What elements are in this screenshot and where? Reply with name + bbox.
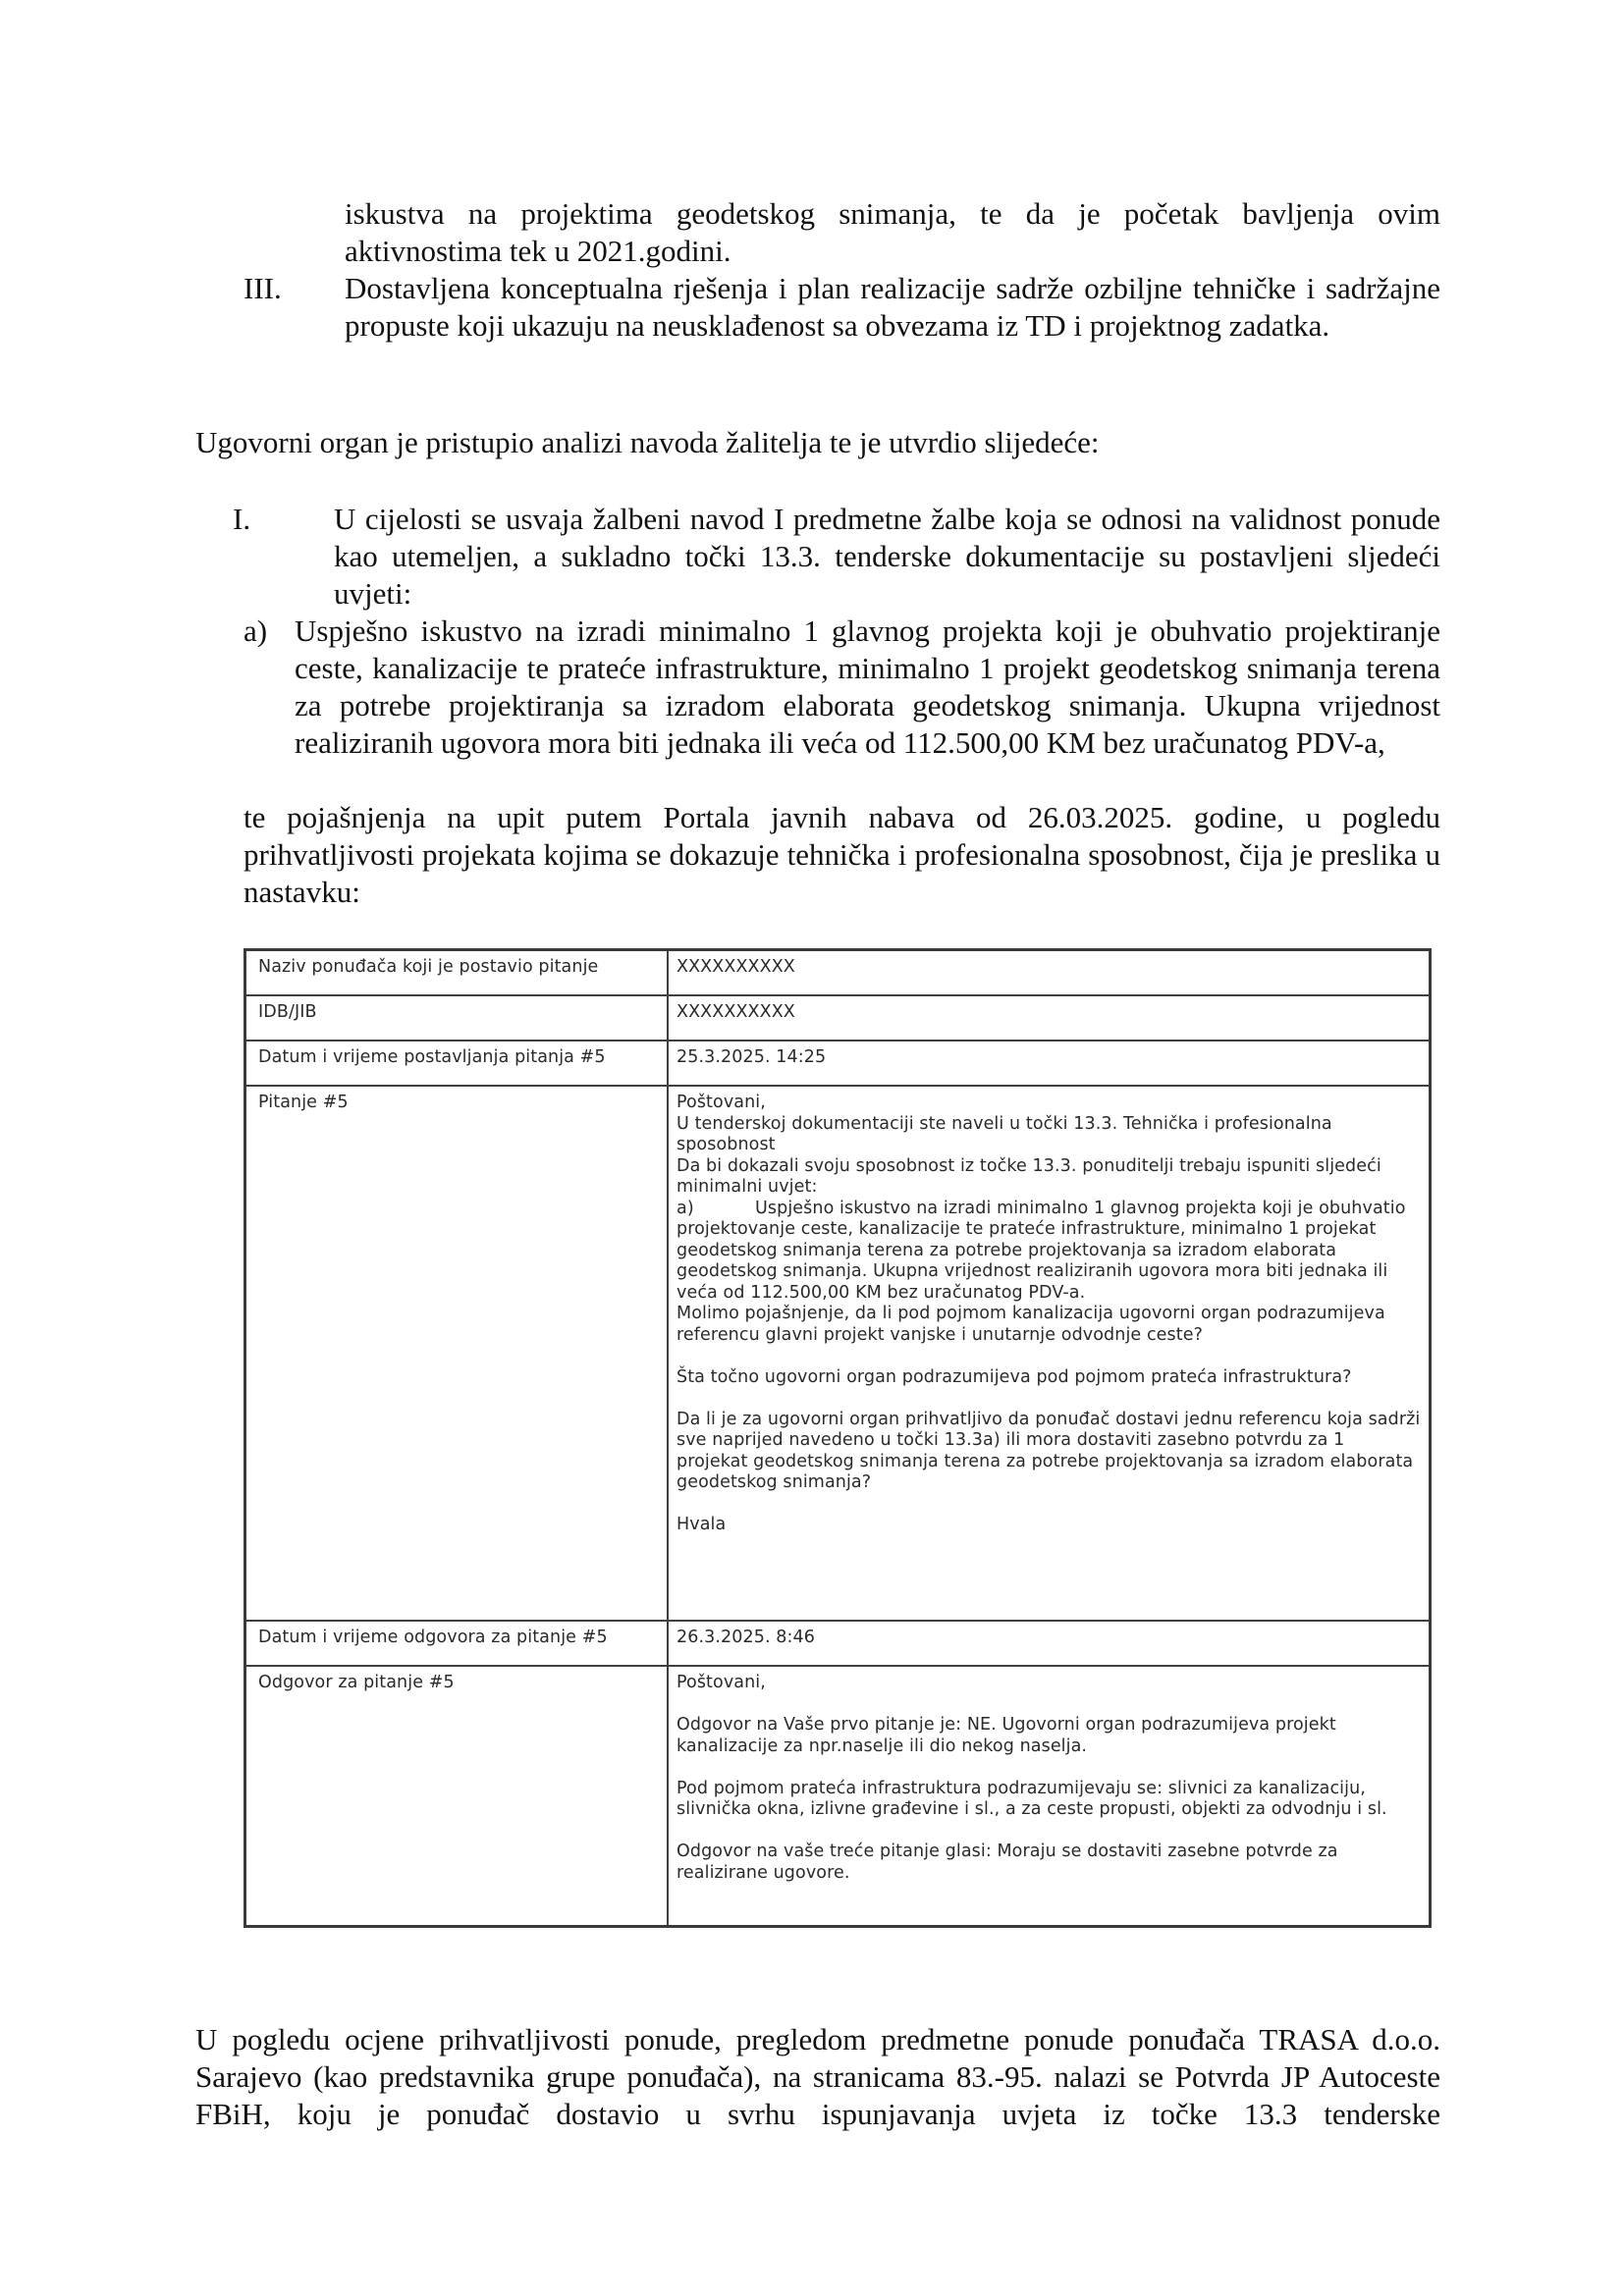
answer-datetime-value: 26.3.2025. 8:46 [668,1621,1431,1666]
question-label: Pitanje #5 [245,1086,669,1621]
intro-continuation-paragraph: iskustva na projektima geodetskog snimanja, te da je početak bavljenja ovim aktivnostima tek u 2021.godini. [345,196,1440,268]
question-datetime-value: 25.3.2025. 14:25 [668,1041,1431,1086]
question-p4: Šta točno ugovorni organ podrazumijeva pod pojmom prateća infrastruktura? [677,1366,1352,1387]
table-row [245,995,1431,1041]
finding-I-marker: I. [233,502,251,536]
question-greeting: Poštovani, [677,1093,766,1112]
table-row [245,1621,1431,1666]
answer-greeting: Poštovani, [677,1673,766,1693]
answer-label: Odgovor za pitanje #5 [245,1666,669,1926]
question-closing: Hvala [677,1515,727,1534]
question-item-marker: a) [677,1198,694,1218]
table-row [245,1666,1431,1926]
idb-value: XXXXXXXXXX [668,995,1431,1041]
bidder-label: Naziv ponuđača koji je postavio pitanje [245,950,669,996]
analysis-intro-paragraph: Ugovorni organ je pristupio analizi navoda žalitelja te je utvrdio slijedeće: [195,425,1100,459]
question-content [668,1086,1431,1621]
question-p2: Da bi dokazali svoju sposobnost iz točke 13.3. ponuditelji trebaju ispuniti sljedeći minimalni uvjet: [677,1155,1381,1197]
question-p1: U tenderskoj dokumentaciji ste naveli u točki 13.3. Tehnička i profesionalna sposobnost [677,1113,1332,1154]
point-III-paragraph: Dostavljena konceptualna rješenja i plan realizacije sadrže ozbiljne tehničke i sadržajne propuste koji ukazuju na neusklađenost sa obvezama iz TD i projektnog zadatka. [345,271,1440,343]
table-row [245,950,1431,996]
bidder-value: XXXXXXXXXX [668,950,1431,996]
question-p5: Da li je za ugovorni organ prihvatljivo da ponuđač dostavi jednu referencu koja sadrži sve naprijed navedeno u točki 13.3a) ili mora dostaviti zasebno potvrdu za 1 projekat geodetskog snimanja terena za potrebe projektovanja sa izradom elaborata geodetskog snimanja? [677,1409,1421,1492]
answer-p2: Pod pojmom prateća infrastruktura podrazumijevaju se: slivnici za kanalizaciju, slivnička okna, izlivne građevine i sl., a za ceste propusti, objekti za odvodnju i sl. [677,1778,1387,1820]
answer-content [668,1666,1431,1926]
point-III-marker: III. [244,271,282,305]
portal-qa-table [244,948,1432,1928]
question-datetime-label: Datum i vrijeme postavljanja pitanja #5 [245,1041,669,1086]
answer-p3: Odgovor na vaše treće pitanje glasi: Moraju se dostaviti zasebne potvrde za realizirane ugovore. [677,1842,1338,1883]
condition-a-paragraph: Uspješno iskustvo na izradi minimalno 1 glavnog projekta koji je obuhvatio projektiranje ceste, kanalizacije te prateće infrastrukture, minimalno 1 projekt geodetskog snimanja terena za potrebe projektiranja sa izradom elaborata geodetskog snimanja. Ukupna vrijednost realiziranih ugovora mora biti jednaka ili veća od 112.500,00 KM bez uračunatog PDV-a, [295,614,1440,760]
table-row [245,1086,1431,1621]
answer-datetime-label: Datum i vrijeme odgovora za pitanje #5 [245,1621,669,1666]
finding-I-paragraph: U cijelosti se usvaja žalbeni navod I predmetne žalbe koja se odnosi na validnost ponude kao utemeljen, a sukladno točki 13.3. tenderske dokumentacije su postavljeni sljedeći uvjeti: [334,502,1440,611]
question-item-text: Uspješno iskustvo na izradi minimalno 1 glavnog projekta koji je obuhvatio projektovanje ceste, kanalizacije te prateće infrastrukture, minimalno 1 projekat geodetskog snimanja terena za potrebe projektovanja sa izradom elaborata geodetskog snimanja. Ukupna vrijednost realiziranih ugovora mora biti jednaka ili veća od 112.500,00 KM bez uračunatog PDV-a. [677,1198,1406,1303]
condition-a-marker: a) [244,614,268,648]
clarification-paragraph: te pojašnjenja na upit putem Portala javnih nabava od 26.03.2025. godine, u pogledu prihvatljivosti projekata kojima se dokazuje tehnička i profesionalna sposobnost, čija je preslika u nastavku: [244,800,1440,909]
closing-paragraph: U pogledu ocjene prihvatljivosti ponude, pregledom predmetne ponude ponuđača TRASA d.o.o. Sarajevo (kao predstavnika grupe ponuđača), na stranicama 83.-95. nalazi se Potvrda JP Autoceste FBiH, koju je ponuđač dostavio u svrhu ispunjavanja uvjeta iz točke 13.3 tenderske [195,2022,1440,2131]
question-item-a [677,1199,1421,1305]
portal-qa-table-scan [244,948,1432,1928]
table-row [245,1041,1431,1086]
idb-label: IDB/JIB [245,995,669,1041]
answer-p1: Odgovor na Vaše prvo pitanje je: NE. Ugovorni organ podrazumijeva projekt kanalizacije za npr.naselje ili dio nekog naselja. [677,1715,1336,1756]
question-p3: Molimo pojašnjenje, da li pod pojmom kanalizacija ugovorni organ podrazumijeva referencu glavni projekt vanjske i unutarnje odvodnje ceste? [677,1304,1385,1345]
